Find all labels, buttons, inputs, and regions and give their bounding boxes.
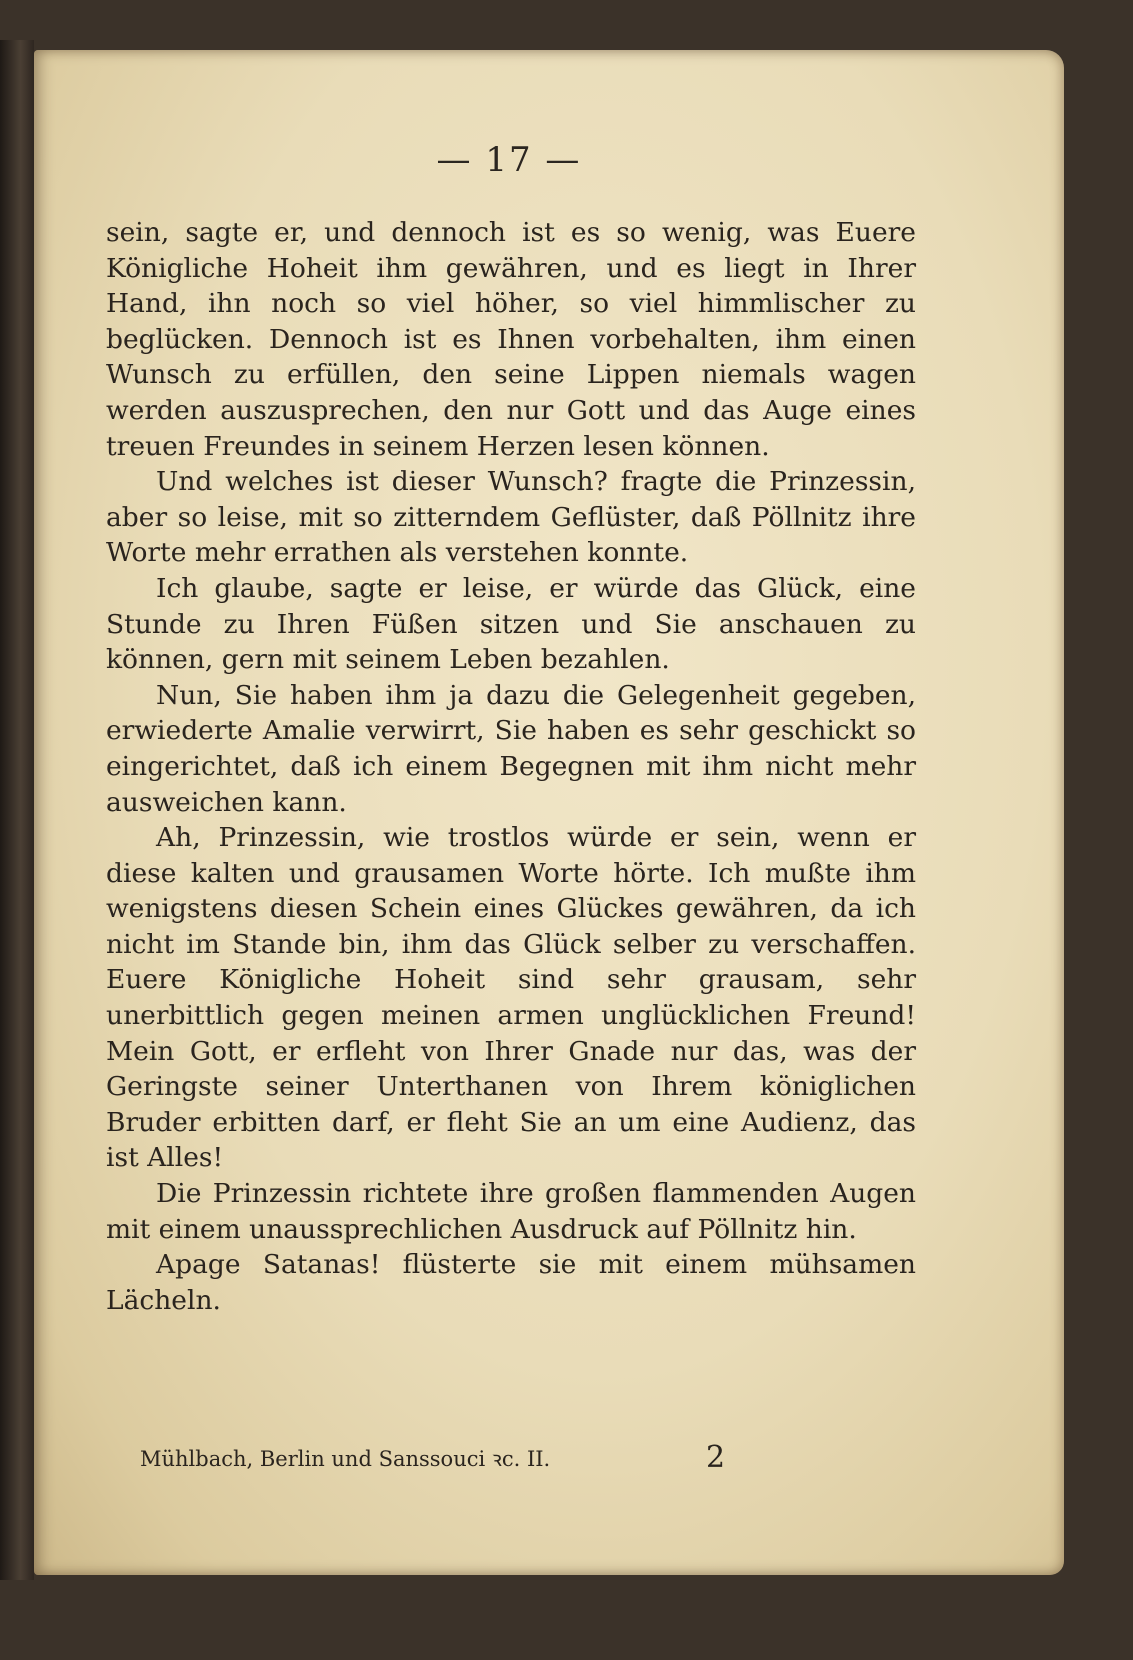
paragraph: Die Prinzessin richtete ihre großen flammenden Augen mit einem unaussprechlichen Ausdruck auf Pöllnitz hin.	[106, 1178, 916, 1245]
paragraph: Nun, Sie haben ihm ja dazu die Gelegenheit gegeben, erwiederte Amalie verwirrt, Sie haben es sehr geschickt so eingerichtet, daß ich einem Begegnen mit ihm nicht mehr ausweichen kann.	[106, 679, 916, 818]
footer-title: Mühlbach, Berlin und Sanssouci ꝛc. II.	[140, 1447, 551, 1471]
book-page	[34, 50, 1064, 1575]
paragraph: Und welches ist dieser Wunsch? fragte die Prinzessin, aber so leise, mit so zitterndem Geflüster, daß Pöllnitz ihre Worte mehr errathen als verstehen konnte.	[106, 466, 916, 569]
paragraph: Ah, Prinzessin, wie trostlos würde er sein, wenn er diese kalten und grausamen Worte hörte. Ich mußte ihm wenigstens diesen Schein eines Glückes gewähren, da ich nicht im Stande bin, ihm das Glück selber zu verschaffen. Euere Königliche Hoheit sind sehr grausam, sehr unerbittlich gegen meinen armen unglücklichen Freund! Mein Gott, er erfleht von Ihrer Gnade nur das, was der Geringste seiner Unterthanen von Ihrem königlichen Bruder erbitten darf, er fleht Sie an um eine Audienz, das ist Alles!	[106, 822, 916, 1174]
paragraph: Apage Satanas! flüsterte sie mit einem mühsamen Lächeln.	[106, 1249, 916, 1316]
book-spine-edge	[0, 40, 34, 1580]
paragraph: sein, sagte er, und dennoch ist es so wenig, was Euere Königliche Hoheit ihm gewähren, und es liegt in Ihrer Hand, ihn noch so viel höher, so viel himmlischer zu beglücken. Dennoch ist es Ihnen vorbehalten, ihm einen Wunsch zu erfüllen, den seine Lippen niemals wagen werden auszusprechen, den nur Gott und das Auge eines treuen Freundes in seinem Herzen lesen können.	[106, 217, 916, 462]
signature-mark: 2	[706, 1440, 726, 1475]
page-number: — 17 —	[436, 140, 582, 180]
body-text	[106, 215, 916, 1318]
paragraph: Ich glaube, sagte er leise, er würde das Glück, eine Stunde zu Ihren Füßen sitzen und Sie anschauen zu können, gern mit seinem Leben bezahlen.	[106, 572, 916, 676]
